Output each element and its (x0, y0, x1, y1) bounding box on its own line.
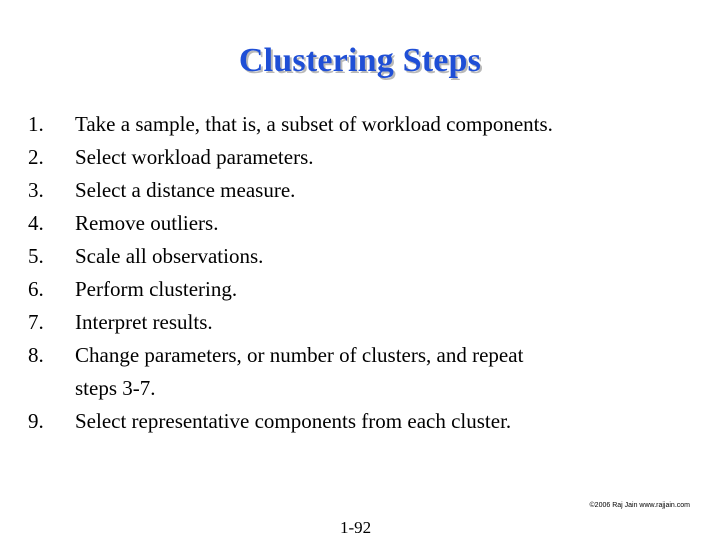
step-text: Select a distance measure. (75, 178, 296, 202)
step-number: 6. (28, 277, 44, 301)
copyright-notice: ©2006 Raj Jain www.rajjain.com (589, 502, 690, 509)
step-number: 3. (28, 178, 44, 202)
steps-list (28, 108, 688, 438)
step-item (28, 405, 688, 438)
step-item (28, 108, 688, 141)
step-number: 2. (28, 145, 44, 169)
step-item (28, 207, 688, 240)
step-text: Change parameters, or number of clusters, and repeat steps 3-7. (75, 343, 524, 400)
step-item (28, 339, 688, 405)
step-item (28, 273, 688, 306)
step-text: Interpret results. (75, 310, 213, 334)
page-number: 1-92 (340, 518, 372, 537)
slide-title: Clustering Steps (238, 42, 482, 79)
step-item (28, 306, 688, 339)
step-number: 8. (28, 343, 44, 367)
step-item (28, 240, 688, 273)
step-text: Remove outliers. (75, 211, 219, 235)
step-item (28, 141, 688, 174)
step-number: 4. (28, 211, 44, 235)
step-number: 9. (28, 409, 44, 433)
step-text: Scale all observations. (75, 244, 264, 268)
step-number: 5. (28, 244, 44, 268)
step-number: 1. (28, 112, 44, 136)
step-text: Take a sample, that is, a subset of workload components. (75, 112, 553, 136)
step-text: Perform clustering. (75, 277, 238, 301)
step-text: Select representative components from each cluster. (75, 409, 512, 433)
step-number: 7. (28, 310, 44, 334)
step-text: Select workload parameters. (75, 145, 314, 169)
step-item (28, 174, 688, 207)
